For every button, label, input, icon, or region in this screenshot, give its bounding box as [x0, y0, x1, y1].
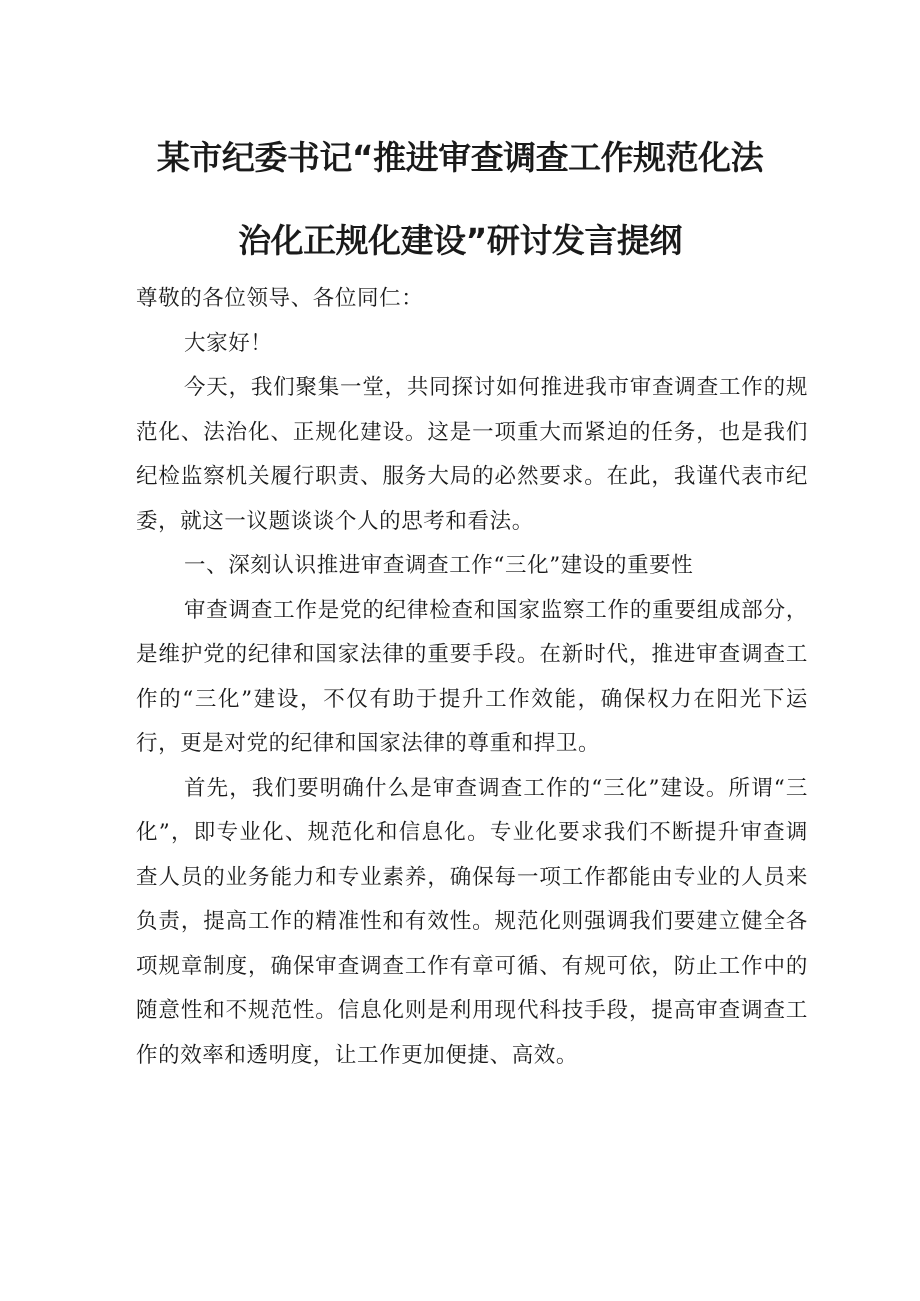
- document-title-line-2: 治化正规化建设”研讨发言提纲: [238, 221, 682, 260]
- paragraph-three-modernizations: 首先，我们要明确什么是审查调查工作的“三化”建设。所谓“三化”，即专业化、规范化和信息化。专业化要求我们不断提升审查调查人员的业务能力和专业素养，确保每一项工作都能由专业的人员来负责，提高工作的精准性和有效性。规范化则强调我们要建立健全各项规章制度，确保审查调查工作有章可循、有规可依，防止工作中的随意性和不规范性。信息化则是利用现代科技手段，提高审查调查工作的效率和透明度，让工作更加便捷、高效。: [136, 775, 808, 1068]
- document-title-line-1: 某市纪委书记“推进审查调查工作规范化法: [156, 138, 764, 177]
- paragraph-intro: 今天，我们聚集一堂，共同探讨如何推进我市审查调查工作的规范化、法治化、正规化建设。这是一项重大而紧迫的任务，也是我们纪检监察机关履行职责、服务大局的必然要求。在此，我谨代表市纪委，就这一议题谈谈个人的思考和看法。: [136, 375, 808, 534]
- greeting: 大家好！: [184, 330, 273, 356]
- section-heading-1: 一、深刻认识推进审查调查工作“三化”建设的重要性: [184, 553, 694, 578]
- paragraph-importance: 审查调查工作是党的纪律检查和国家监察工作的重要组成部分，是维护党的纪律和国家法律的重要手段。在新时代，推进审查调查工作的“三化”建设，不仅有助于提升工作效能，确保权力在阳光下运行，更是对党的纪律和国家法律的尊重和捍卫。: [136, 597, 808, 756]
- salutation: 尊敬的各位领导、各位同仁：: [136, 286, 424, 311]
- document-body: [136, 277, 808, 1078]
